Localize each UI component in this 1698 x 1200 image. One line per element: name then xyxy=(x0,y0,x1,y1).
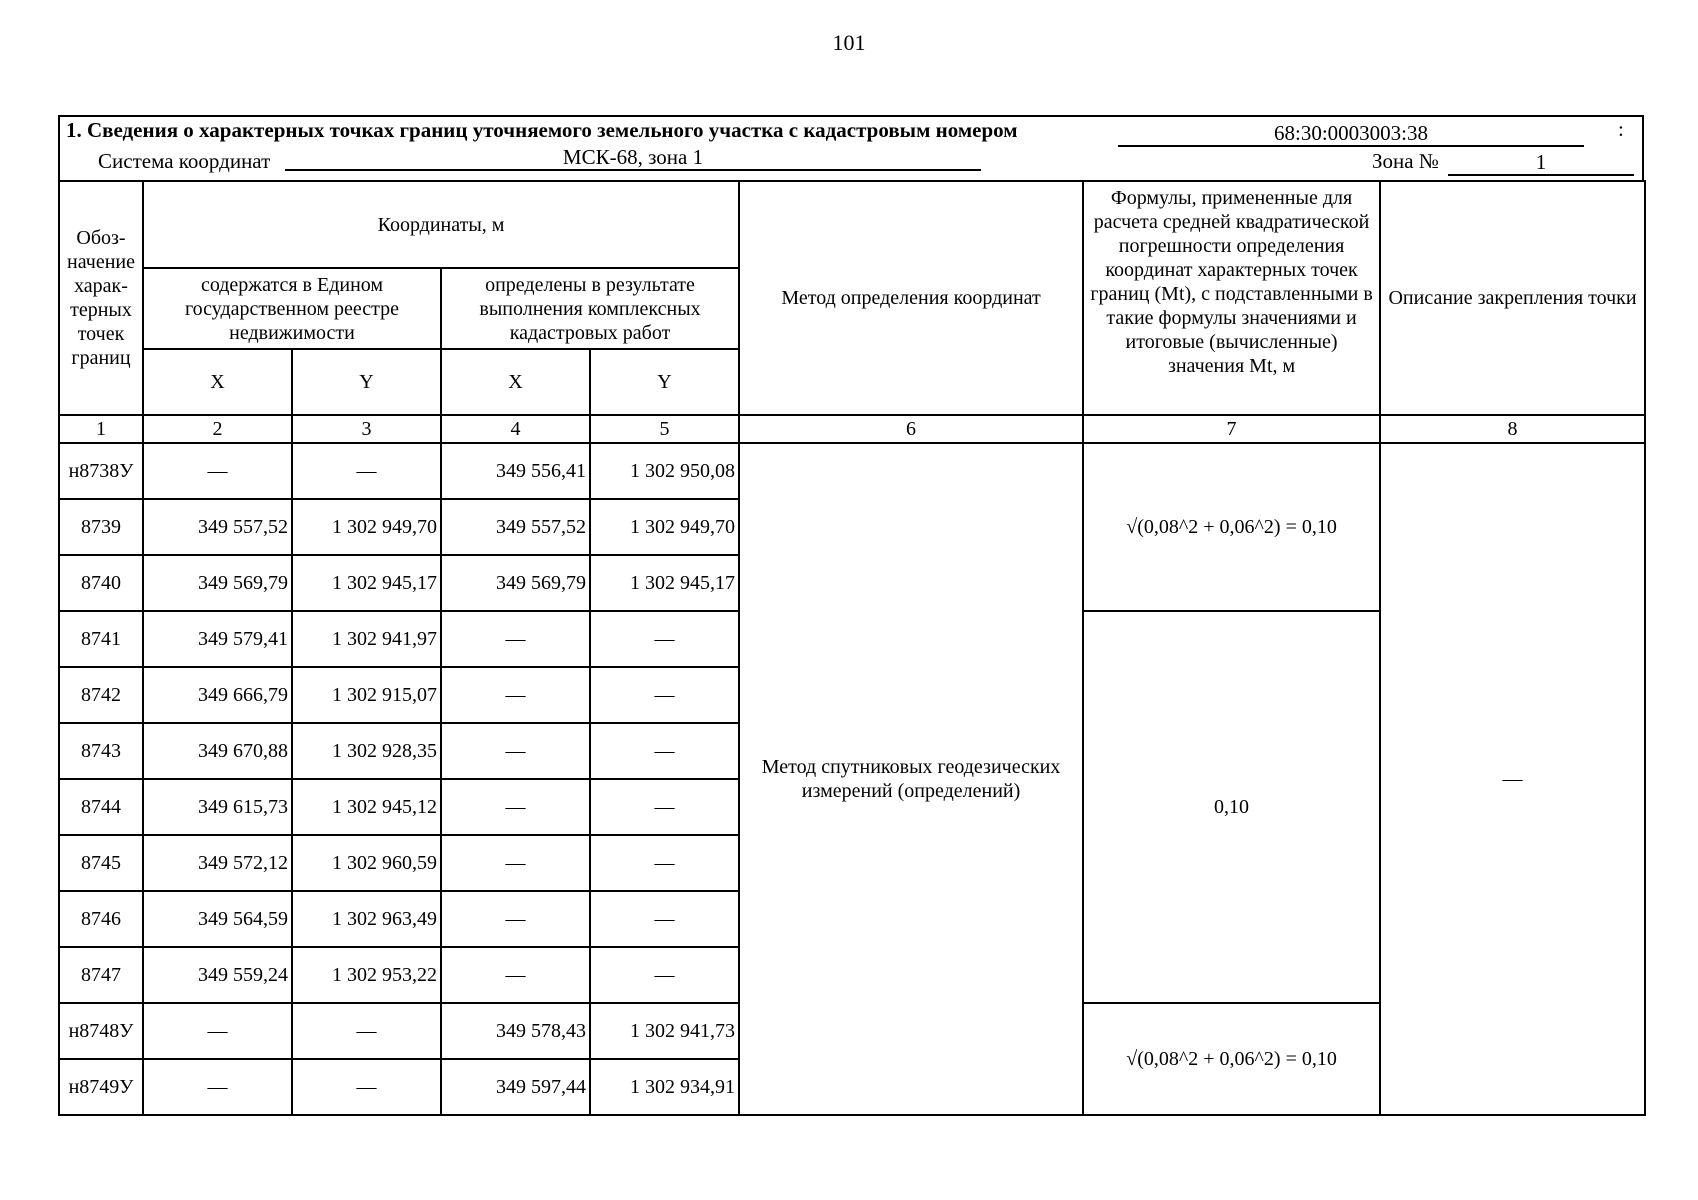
coord-x2-cell: — xyxy=(441,835,590,891)
boundary-points-sheet xyxy=(58,115,1644,1116)
section-header xyxy=(58,115,1644,180)
point-id-cell: н8748У xyxy=(59,1003,143,1059)
x1-header: X xyxy=(143,349,292,415)
column-number: 2 xyxy=(143,415,292,443)
zone-value: 1 xyxy=(1448,150,1634,176)
coord-y1-cell: 1 302 960,59 xyxy=(292,835,441,891)
coord-y1-cell: 1 302 953,22 xyxy=(292,947,441,1003)
coord-x1-cell: 349 559,24 xyxy=(143,947,292,1003)
point-id-cell: 8746 xyxy=(59,891,143,947)
coord-y2-cell: — xyxy=(590,891,739,947)
point-id-cell: 8747 xyxy=(59,947,143,1003)
point-id-cell: 8742 xyxy=(59,667,143,723)
coord-x1-cell: 349 569,79 xyxy=(143,555,292,611)
y2-header: Y xyxy=(590,349,739,415)
coord-y1-cell: — xyxy=(292,1059,441,1115)
coord-x2-cell: — xyxy=(441,667,590,723)
coord-x2-cell: — xyxy=(441,891,590,947)
coord-y2-cell: 1 302 949,70 xyxy=(590,499,739,555)
coord-x2-cell: 349 556,41 xyxy=(441,443,590,499)
kkr-header: определены в результате выполнения комплексных кадастровых работ xyxy=(441,268,739,349)
coord-y2-cell: — xyxy=(590,611,739,667)
point-header: Обоз-начение харак-терных точек границ xyxy=(59,181,143,415)
coord-x1-cell: 349 557,52 xyxy=(143,499,292,555)
point-id-cell: 8739 xyxy=(59,499,143,555)
zone-label: Зона № xyxy=(1372,149,1439,173)
coord-y1-cell: 1 302 945,17 xyxy=(292,555,441,611)
coord-x2-cell: — xyxy=(441,611,590,667)
coord-system-value: МСК-68, зона 1 xyxy=(285,145,981,171)
method-header: Метод определения координат xyxy=(739,181,1083,415)
x2-header: X xyxy=(441,349,590,415)
boundary-points-table xyxy=(58,180,1646,1116)
table-row xyxy=(59,443,1645,499)
coord-x2-cell: 349 569,79 xyxy=(441,555,590,611)
column-number: 7 xyxy=(1083,415,1380,443)
coord-y1-cell: 1 302 941,97 xyxy=(292,611,441,667)
coord-y2-cell: — xyxy=(590,947,739,1003)
coord-x1-cell: 349 615,73 xyxy=(143,779,292,835)
column-number: 3 xyxy=(292,415,441,443)
method-cell: Метод спутниковых геодезических измерений (определений) xyxy=(739,443,1083,1115)
coord-x1-cell: — xyxy=(143,1003,292,1059)
point-id-cell: н8749У xyxy=(59,1059,143,1115)
point-id-cell: 8741 xyxy=(59,611,143,667)
coord-y1-cell: 1 302 928,35 xyxy=(292,723,441,779)
coord-y2-cell: — xyxy=(590,779,739,835)
coord-y1-cell: 1 302 945,12 xyxy=(292,779,441,835)
column-numbers-row xyxy=(59,415,1645,443)
section-title: 1. Сведения о характерных точках границ уточняемого земельного участка с кадастровым номером xyxy=(66,118,1018,142)
coord-x2-cell: — xyxy=(441,947,590,1003)
fixing-header: Описание закрепления точки xyxy=(1380,181,1645,415)
page-number: 101 xyxy=(832,30,866,55)
coord-x1-cell: — xyxy=(143,443,292,499)
coord-x1-cell: 349 572,12 xyxy=(143,835,292,891)
coord-y2-cell: 1 302 945,17 xyxy=(590,555,739,611)
formula-cell: √(0,08^2 + 0,06^2) = 0,10 xyxy=(1083,1003,1380,1115)
coord-x1-cell: 349 670,88 xyxy=(143,723,292,779)
coords-header: Координаты, м xyxy=(143,181,739,268)
coord-y1-cell: — xyxy=(292,1003,441,1059)
coord-x2-cell: 349 597,44 xyxy=(441,1059,590,1115)
coord-x1-cell: 349 579,41 xyxy=(143,611,292,667)
column-number: 6 xyxy=(739,415,1083,443)
column-number: 4 xyxy=(441,415,590,443)
column-number: 1 xyxy=(59,415,143,443)
coord-x1-cell: — xyxy=(143,1059,292,1115)
coord-y1-cell: 1 302 949,70 xyxy=(292,499,441,555)
coord-y1-cell: — xyxy=(292,443,441,499)
coord-y1-cell: 1 302 915,07 xyxy=(292,667,441,723)
coord-y2-cell: — xyxy=(590,835,739,891)
coord-y1-cell: 1 302 963,49 xyxy=(292,891,441,947)
point-id-cell: 8740 xyxy=(59,555,143,611)
coord-y2-cell: — xyxy=(590,667,739,723)
fixing-cell: — xyxy=(1380,443,1645,1115)
header-row-1 xyxy=(59,181,1645,268)
cadastral-number: 68:30:0003003:38 xyxy=(1118,121,1584,147)
point-id-cell: 8745 xyxy=(59,835,143,891)
coord-x2-cell: — xyxy=(441,723,590,779)
point-id-cell: 8744 xyxy=(59,779,143,835)
coord-y2-cell: 1 302 934,91 xyxy=(590,1059,739,1115)
coord-x1-cell: 349 564,59 xyxy=(143,891,292,947)
formulas-header: Формулы, примененные для расчета средней квадратической погрешности определения координат характерных точек границ (Mt), с подставленными в такие формулы значениями и итоговые (вычисленные) значения Mt, м xyxy=(1083,181,1380,415)
cadastral-colon: : xyxy=(1618,117,1624,141)
egrn-header: содержатся в Едином государственном реестре недвижимости xyxy=(143,268,441,349)
coord-x2-cell: 349 578,43 xyxy=(441,1003,590,1059)
formula-cell: √(0,08^2 + 0,06^2) = 0,10 xyxy=(1083,443,1380,611)
coord-y2-cell: 1 302 950,08 xyxy=(590,443,739,499)
column-number: 5 xyxy=(590,415,739,443)
point-id-cell: 8743 xyxy=(59,723,143,779)
coord-system-label: Система координат xyxy=(98,149,271,173)
column-number: 8 xyxy=(1380,415,1645,443)
coord-x2-cell: — xyxy=(441,779,590,835)
coord-y2-cell: — xyxy=(590,723,739,779)
coord-y2-cell: 1 302 941,73 xyxy=(590,1003,739,1059)
coord-x1-cell: 349 666,79 xyxy=(143,667,292,723)
y1-header: Y xyxy=(292,349,441,415)
coord-x2-cell: 349 557,52 xyxy=(441,499,590,555)
point-id-cell: н8738У xyxy=(59,443,143,499)
formula-cell: 0,10 xyxy=(1083,611,1380,1003)
